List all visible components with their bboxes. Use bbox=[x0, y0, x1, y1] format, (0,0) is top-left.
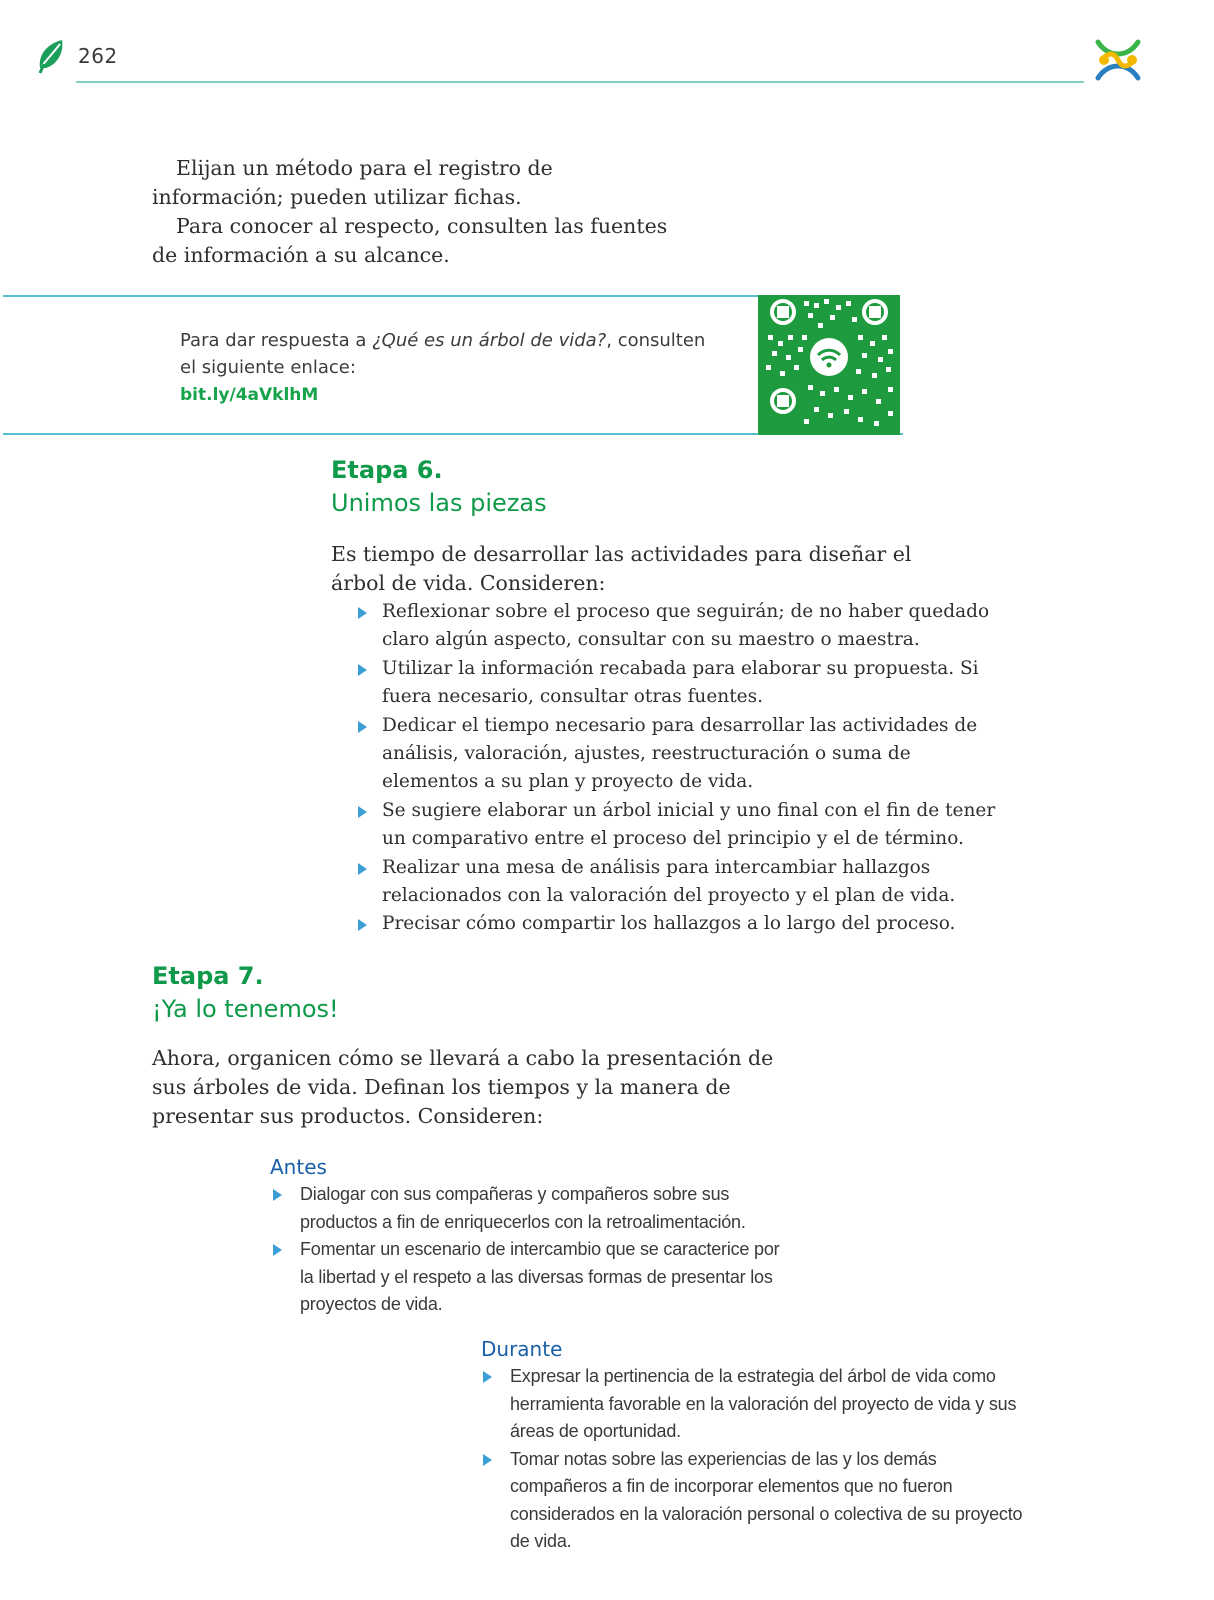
box-top-rule bbox=[3, 295, 764, 297]
page-number: 262 bbox=[78, 44, 118, 68]
list-item-text: Realizar una mesa de análisis para intercambiar hallazgos relacionados con la valoración del proyecto y el plan de vida. bbox=[382, 856, 956, 907]
list-item-text: Dialogar con sus compañeras y compañeros sobre sus productos a fin de enriquecerlos con la retroalimentación. bbox=[300, 1184, 746, 1232]
bullet-triangle-icon bbox=[358, 721, 367, 733]
list-item bbox=[382, 598, 1002, 655]
durante-heading: Durante bbox=[481, 1337, 563, 1361]
project-logo-icon bbox=[1090, 32, 1146, 88]
stage-6-intro: Es tiempo de desarrollar las actividades para diseñar el árbol de vida. Consideren: bbox=[331, 542, 912, 595]
intro-paragraph: Para conocer al respecto, consulten las fuentes de información a su alcance. bbox=[152, 214, 668, 267]
bullet-triangle-icon bbox=[358, 607, 367, 619]
link-box-text bbox=[180, 327, 720, 409]
intro-paragraph: Elijan un método para el registro de información; pueden utilizar fichas. bbox=[152, 156, 553, 209]
list-item-text: Expresar la pertinencia de la estrategia del árbol de vida como herramienta favorable en la valoración del proyecto de vida y sus áreas de oportunidad. bbox=[510, 1366, 1017, 1441]
list-item-text: Dedicar el tiempo necesario para desarrollar las actividades de análisis, valoración, ajustes, reestructuración o suma de elementos a su plan y proyecto de vida. bbox=[382, 714, 978, 793]
stage-6-subtitle: Unimos las piezas bbox=[331, 489, 547, 517]
list-item bbox=[382, 797, 1002, 854]
list-item bbox=[382, 854, 1002, 911]
link-box-lead: Para dar respuesta a bbox=[180, 330, 373, 351]
list-item bbox=[382, 655, 1002, 712]
list-item-text: Tomar notas sobre las experiencias de las y los demás compañeros a fin de incorporar elementos que no fueron considerados en la valoración personal o colectiva de su proyecto de vida. bbox=[510, 1448, 1023, 1551]
bullet-triangle-icon bbox=[358, 863, 367, 875]
list-item-text: Utilizar la información recabada para elaborar su propuesta. Si fuera necesario, consultar otras fuentes. bbox=[382, 657, 979, 708]
list-item bbox=[382, 712, 1002, 797]
antes-heading: Antes bbox=[270, 1155, 327, 1179]
intro-text bbox=[152, 154, 672, 270]
list-item bbox=[382, 910, 1002, 938]
link-box-question: ¿Qué es un árbol de vida? bbox=[372, 330, 607, 351]
header-rule bbox=[76, 81, 1084, 83]
list-item-text: Fomentar un escenario de intercambio que se caracterice por la libertad y el respeto a las diversas formas de presentar los proyectos de vida. bbox=[300, 1239, 780, 1314]
bullet-triangle-icon bbox=[358, 806, 367, 818]
stage-6-list bbox=[382, 598, 1002, 939]
stage-7-intro: Ahora, organicen cómo se llevará a cabo la presentación de sus árboles de vida. Definan los tiempos y la manera de presentar sus productos. Consideren: bbox=[152, 1046, 774, 1128]
stage-7-heading bbox=[152, 960, 339, 1026]
bullet-triangle-icon bbox=[273, 1244, 282, 1256]
antes-list bbox=[300, 1181, 780, 1319]
leaf-icon bbox=[36, 38, 68, 74]
stage-7-label: Etapa 7. bbox=[152, 962, 264, 990]
list-item-text: Se sugiere elaborar un árbol inicial y uno final con el fin de tener un comparativo entre el proceso del principio y el de término. bbox=[382, 799, 996, 850]
link-box-tail: , consulten el siguiente enlace: bbox=[180, 330, 706, 378]
stage-6-label: Etapa 6. bbox=[331, 456, 443, 484]
bullet-triangle-icon bbox=[483, 1371, 492, 1383]
durante-list bbox=[510, 1363, 1030, 1556]
list-item bbox=[510, 1363, 1030, 1446]
wifi-icon bbox=[810, 338, 848, 376]
list-item bbox=[510, 1446, 1030, 1556]
list-item-text: Precisar cómo compartir los hallazgos a lo largo del proceso. bbox=[382, 913, 956, 935]
resource-link[interactable]: bit.ly/4aVklhM bbox=[180, 385, 319, 405]
bullet-triangle-icon bbox=[483, 1454, 492, 1466]
stage-7-subtitle: ¡Ya lo tenemos! bbox=[152, 995, 339, 1023]
list-item-text: Reflexionar sobre el proceso que seguirán; de no haber quedado claro algún aspecto, consultar con su maestro o maestra. bbox=[382, 601, 990, 651]
bullet-triangle-icon bbox=[273, 1189, 282, 1201]
list-item bbox=[300, 1181, 780, 1236]
stage-6-heading bbox=[331, 454, 547, 520]
list-item bbox=[300, 1236, 780, 1319]
bullet-triangle-icon bbox=[358, 919, 367, 931]
bullet-triangle-icon bbox=[358, 664, 367, 676]
qr-code-icon[interactable] bbox=[758, 295, 900, 435]
